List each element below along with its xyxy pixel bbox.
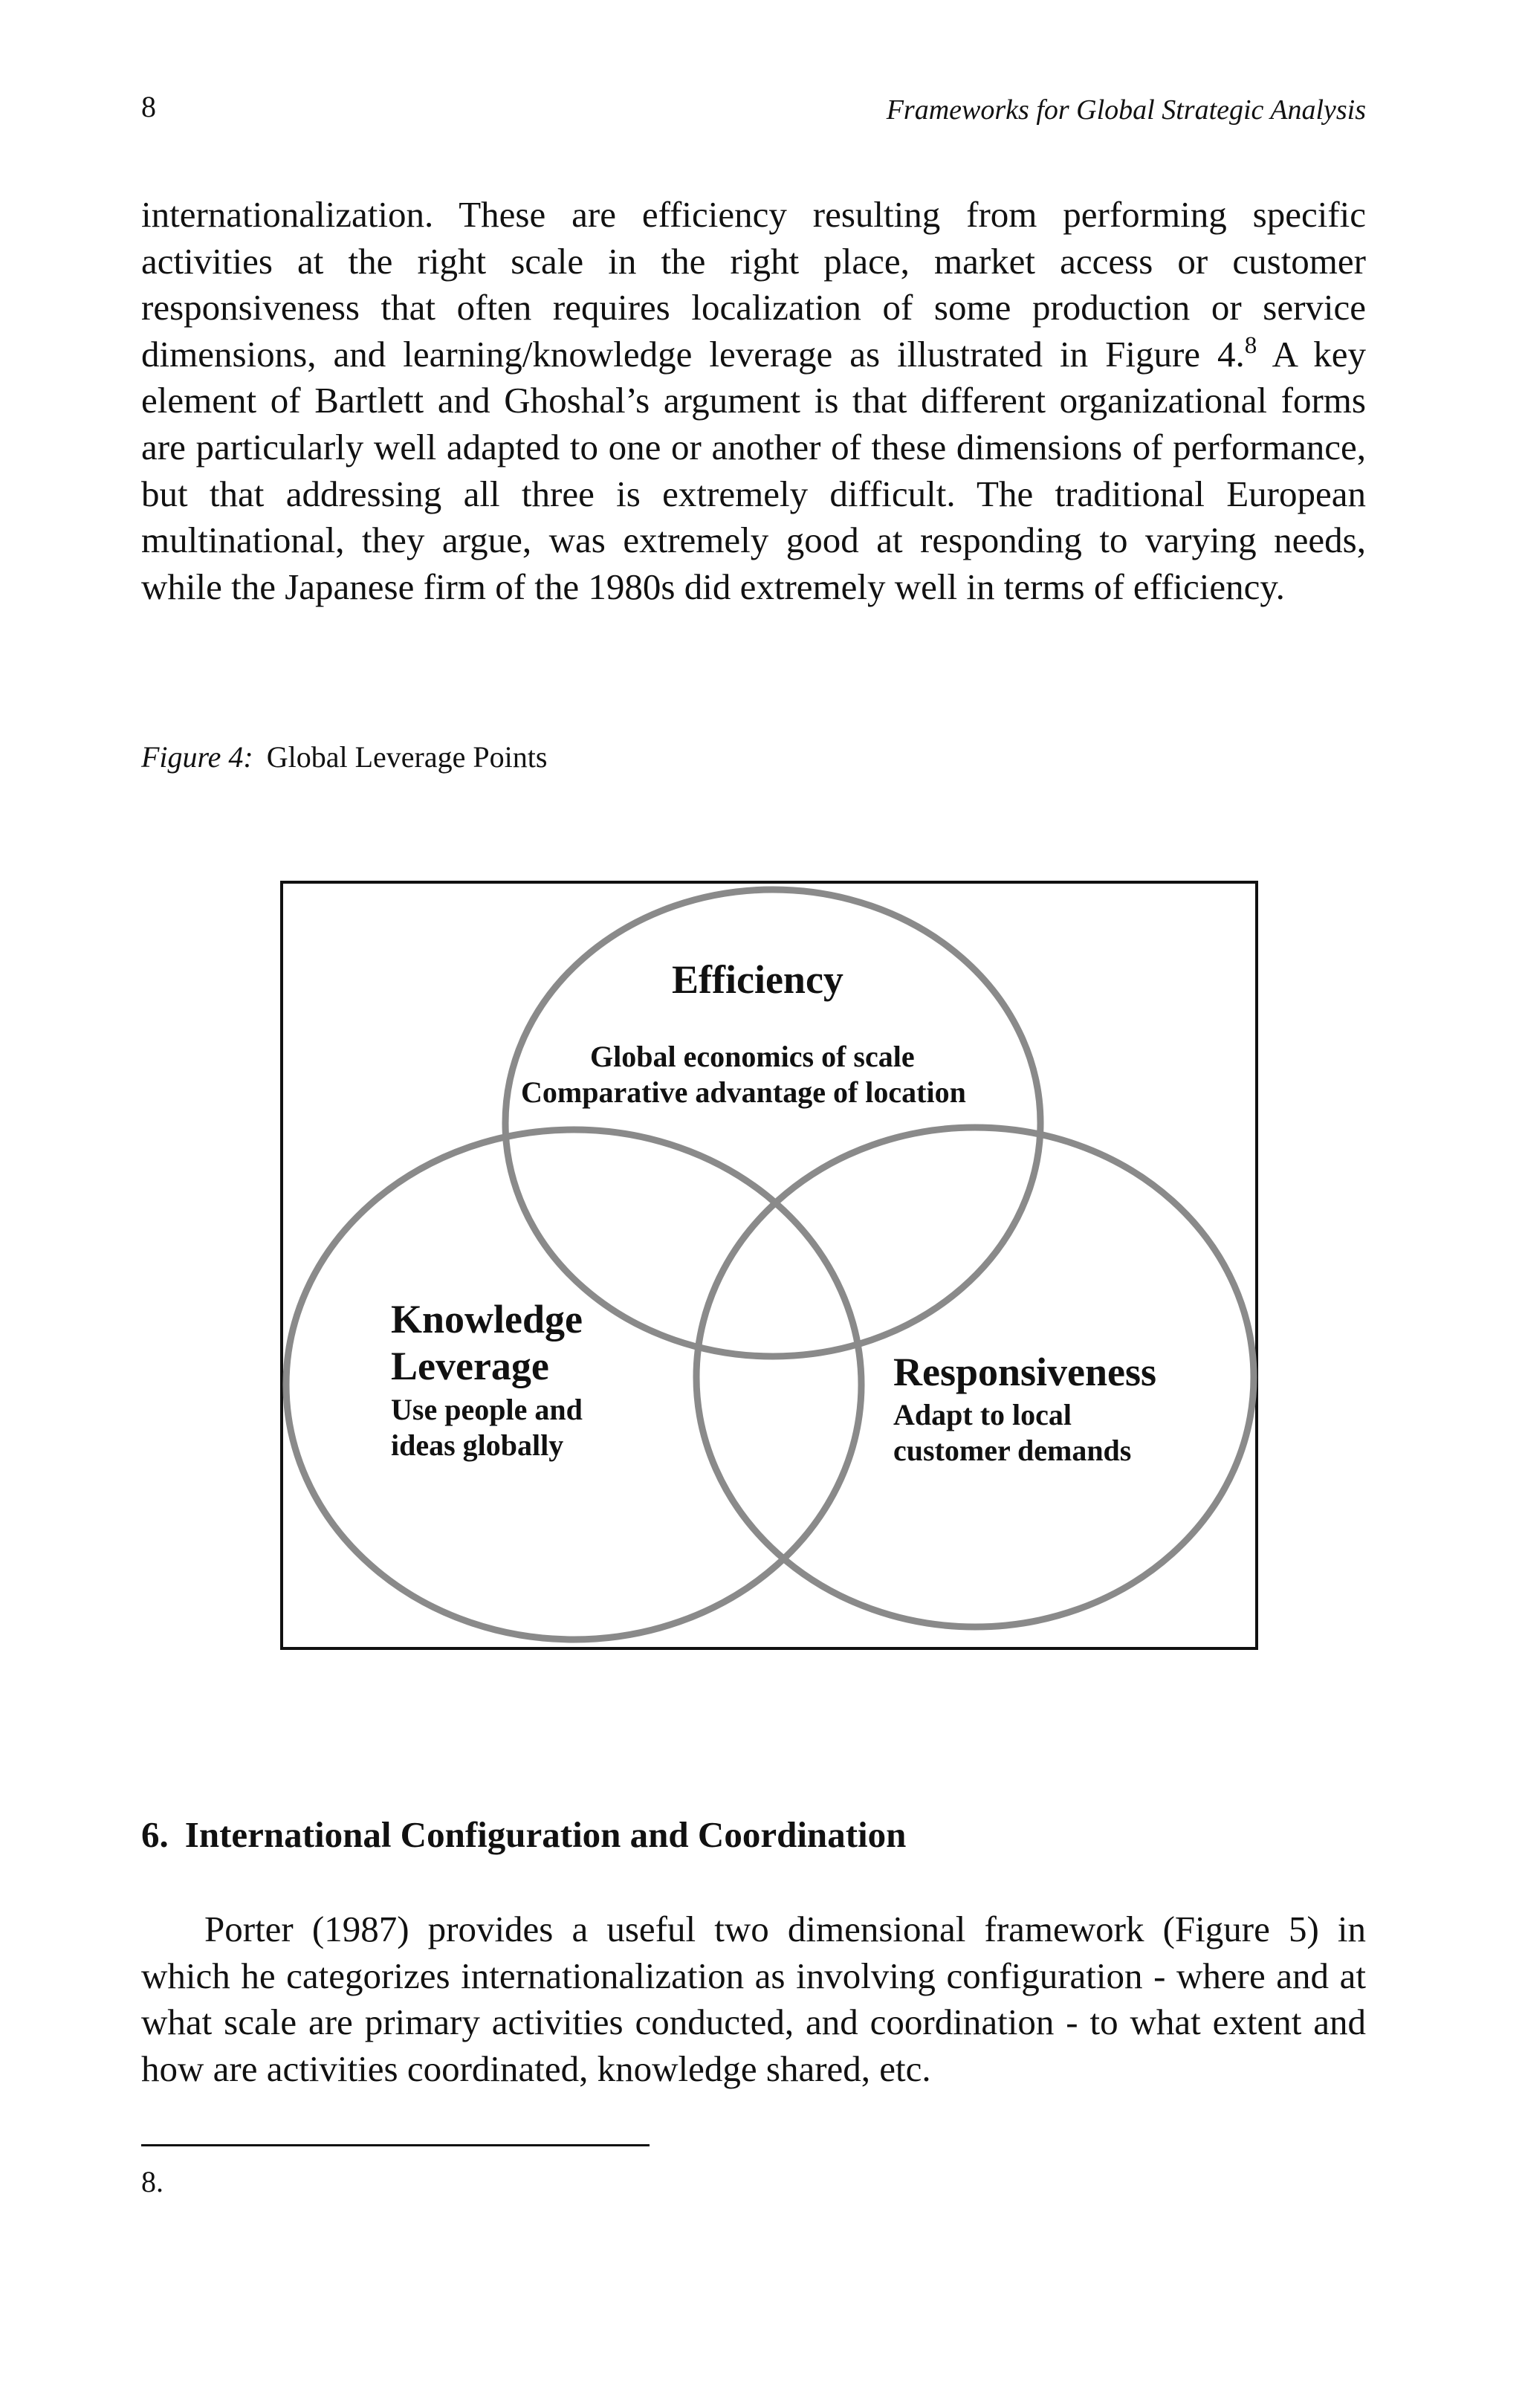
- running-head: Frameworks for Global Strategic Analysis: [886, 94, 1366, 126]
- section-heading: [141, 1813, 906, 1856]
- knowledge-title-line-1: Knowledge: [391, 1297, 583, 1341]
- knowledge-line-2: ideas globally: [391, 1428, 564, 1462]
- responsiveness-line-1: Adapt to local: [893, 1398, 1072, 1431]
- figure-caption: [141, 739, 547, 774]
- knowledge-line-1: Use people and: [391, 1393, 583, 1426]
- responsiveness-line-2: customer demands: [893, 1434, 1132, 1467]
- section-paragraph: Porter (1987) provides a useful two dimensional framework (Figure 5) in which he categorizes internationalization as involving configuration - where and at what scale are primary activities conducted, and coordination - to what extent and how are activities coordinated, knowledge shared, etc.: [141, 1909, 1366, 2089]
- venn-diagram: [280, 881, 1258, 1650]
- footnote-divider: [141, 2144, 650, 2146]
- efficiency-line-1: Global economics of scale: [590, 1040, 915, 1073]
- responsiveness-title: Responsiveness: [893, 1350, 1157, 1394]
- efficiency-line-2: Comparative advantage of location: [521, 1075, 966, 1109]
- section-number: 6.: [141, 1814, 169, 1855]
- page-number: 8: [141, 90, 156, 123]
- paragraph-text: internationalization. These are efficiency resulting from performing specific activities at the right scale in the right place, market access or customer responsiveness that often requires localization of some production or service dimensions, and learning/knowledge leverage as illustrated in Figure 4.: [141, 194, 1366, 375]
- knowledge-title-line-2: Leverage: [391, 1344, 549, 1388]
- paragraph-text-continued: A key element of Bartlett and Ghoshal’s argument is that different organizational forms are particularly well adapted to one or another of these dimensions of performance, but that addressing all three is extremely difficult. The traditional European multinational, they argue, was extremely good at responding to varying needs, while the Japanese firm of the 1980s did extremely well in terms of efficiency.: [141, 333, 1366, 607]
- body-paragraph: [141, 192, 1366, 610]
- section-title: International Configuration and Coordination: [184, 1814, 907, 1855]
- figure-caption-label: Figure 4:: [141, 740, 253, 774]
- footnote-marker: 8: [1244, 331, 1257, 359]
- figure-caption-title: Global Leverage Points: [266, 740, 548, 774]
- footnote: 8.: [141, 2165, 163, 2198]
- efficiency-title: Efficiency: [672, 957, 843, 1002]
